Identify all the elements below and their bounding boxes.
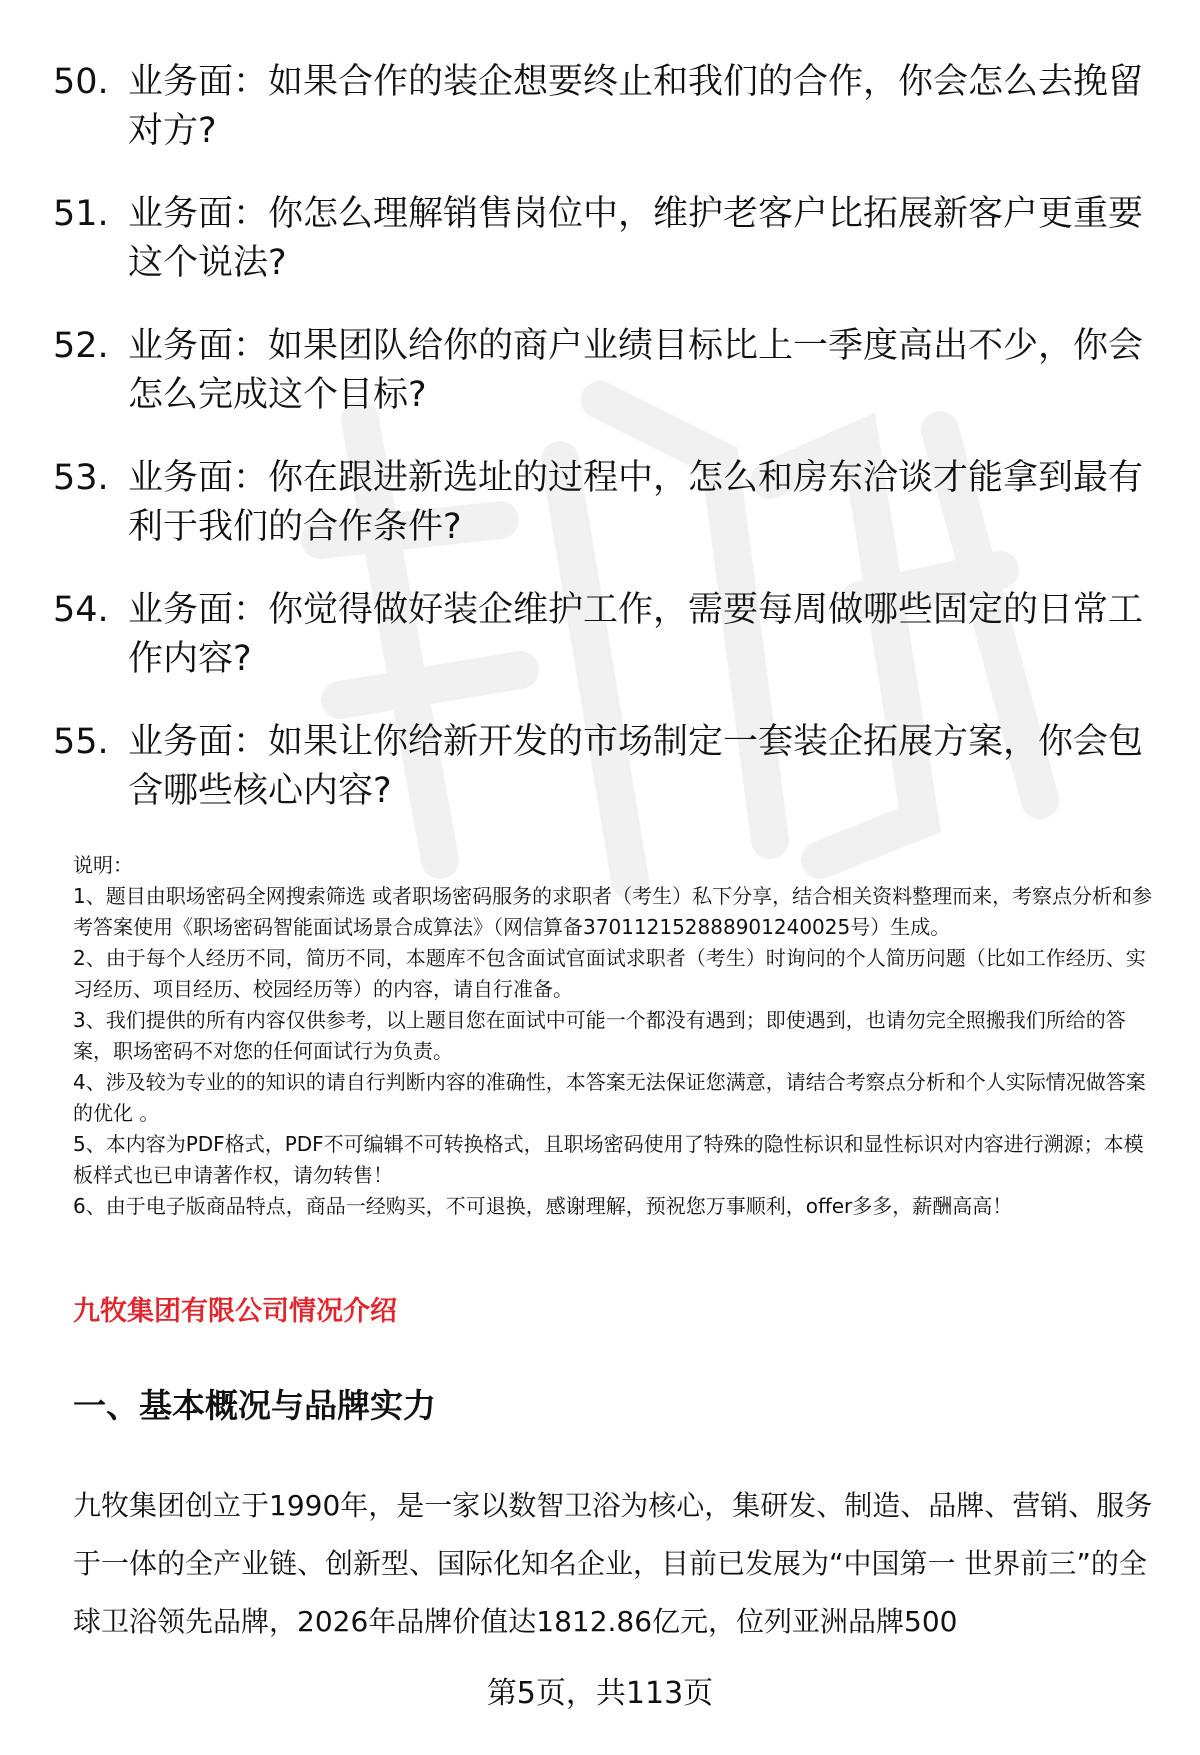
question-text: 业务面：你怎么理解销售岗位中，维护老客户比拓展新客户更重要这个说法? (128, 194, 1144, 283)
question-item (53, 58, 1153, 156)
question-item (53, 718, 1153, 816)
section-heading: 一、基本概况与品牌实力 (73, 1386, 436, 1425)
note-item: 5、本内容为PDF格式，PDF不可编辑不可转换格式，且职场密码使用了特殊的隐性标识和显性标识对内容进行溯源；本模板样式也已申请著作权，请勿转售！ (73, 1132, 1144, 1187)
notes-section (73, 850, 1163, 1222)
question-number: 51. (53, 194, 109, 234)
note-item: 4、涉及较为专业的的知识的请自行判断内容的准确性，本答案无法保证您满意，请结合考察点分析和个人实际情况做答案的优化 。 (73, 1070, 1146, 1125)
question-number: 50. (53, 62, 109, 102)
question-item (53, 322, 1153, 420)
question-item (53, 586, 1153, 684)
page-number: 第5页，共113页 (486, 1676, 714, 1711)
question-number: 54. (53, 590, 109, 630)
notes-heading: 说明： (73, 853, 133, 877)
question-number: 52. (53, 326, 109, 366)
question-text: 业务面：你在跟进新选址的过程中，怎么和房东洽谈才能拿到最有利于我们的合作条件? (128, 458, 1144, 547)
question-text: 业务面：你觉得做好装企维护工作，需要每周做哪些固定的日常工作内容? (128, 590, 1144, 679)
question-text: 业务面：如果让你给新开发的市场制定一套装企拓展方案，你会包含哪些核心内容? (128, 722, 1144, 811)
question-text: 业务面：如果团队给你的商户业绩目标比上一季度高出不少，你会怎么完成这个目标? (128, 326, 1144, 415)
question-list (53, 58, 1153, 850)
note-item: 1、题目由职场密码全网搜索筛选 或者职场密码服务的求职者（考生）私下分享，结合相关资料整理而来，考察点分析和参考答案使用《职场密码智能面试场景合成算法》（网信算备370112152888901240025号）生成。 (73, 884, 1153, 939)
note-item: 2、由于每个人经历不同，简历不同，本题库不包含面试官面试求职者（考生）时询问的个人简历问题（比如工作经历、实习经历、项目经历、校园经历等）的内容，请自行准备。 (73, 946, 1146, 1001)
question-number: 53. (53, 458, 109, 498)
note-item: 6、由于电子版商品特点，商品一经购买，不可退换，感谢理解，预祝您万事顺利，offer多多，薪酬高高！ (73, 1194, 1013, 1218)
question-number: 55. (53, 722, 109, 762)
question-item (53, 454, 1153, 552)
company-intro-title: 九牧集团有限公司情况介绍 (73, 1296, 397, 1327)
question-item (53, 190, 1153, 288)
company-intro-paragraph: 九牧集团创立于1990年，是一家以数智卫浴为核心，集研发、制造、品牌、营销、服务于一体的全产业链、创新型、国际化知名企业，目前已发展为“中国第一 世界前三”的全球卫浴领先品牌，2026年品牌价值达1812.86亿元，位列亚洲品牌500 (73, 1489, 1153, 1638)
question-text: 业务面：如果合作的装企想要终止和我们的合作，你会怎么去挽留对方? (128, 62, 1144, 151)
note-item: 3、我们提供的所有内容仅供参考，以上题目您在面试中可能一个都没有遇到；即使遇到，也请勿完全照搬我们所给的答案，职场密码不对您的任何面试行为负责。 (73, 1008, 1126, 1063)
